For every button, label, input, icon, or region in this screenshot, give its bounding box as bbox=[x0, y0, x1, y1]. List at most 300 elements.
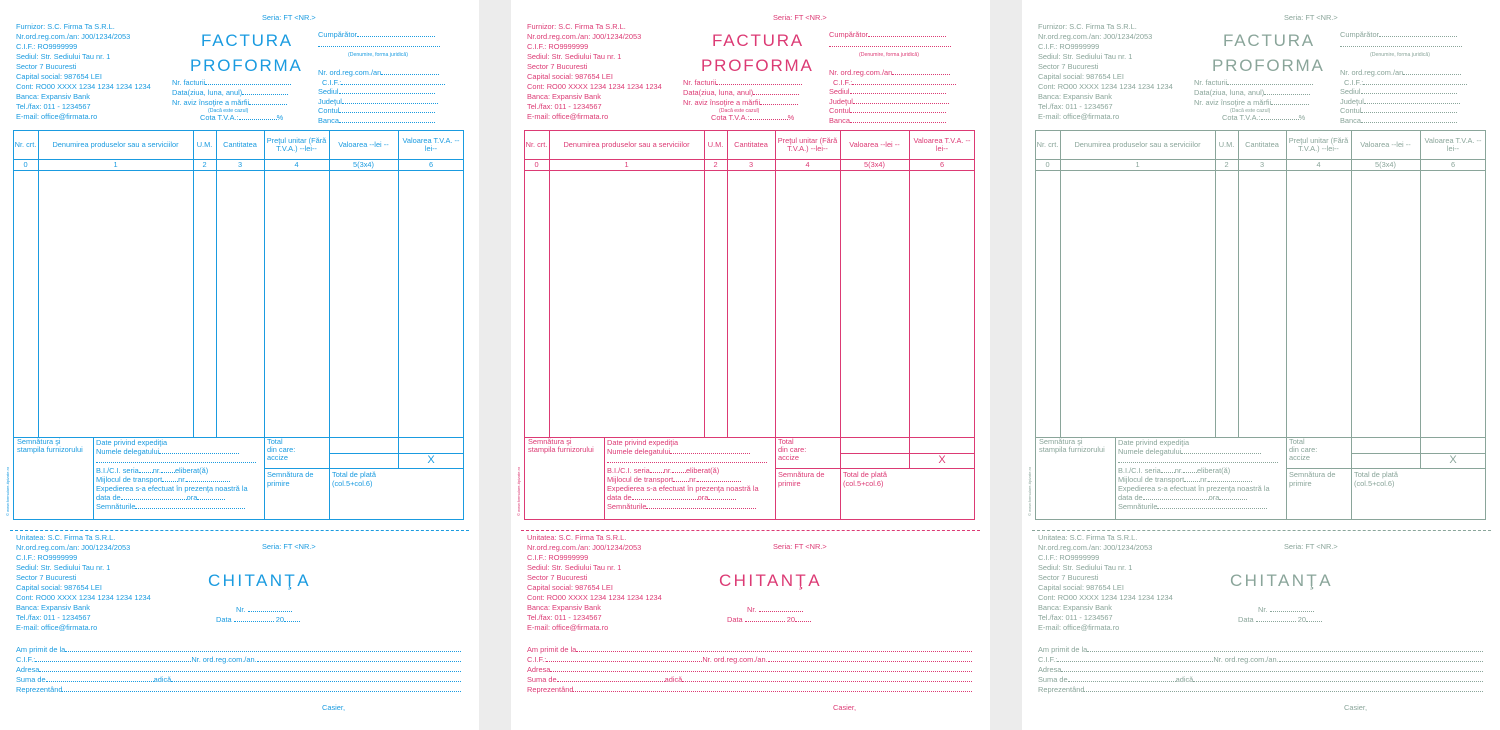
vat-label: Cota T.V.A.: bbox=[711, 113, 750, 122]
cif-field[interactable] bbox=[1038, 655, 1483, 665]
transport-label: Mijlocul de transport bbox=[96, 474, 163, 484]
buyer-field-5[interactable] bbox=[1340, 116, 1467, 126]
invoice-title: FACTURA bbox=[1223, 31, 1315, 50]
buyer-field[interactable] bbox=[829, 30, 956, 40]
transport-nr-label: nr. bbox=[689, 474, 698, 484]
buyer-field-3[interactable] bbox=[1340, 97, 1467, 107]
sum-field[interactable] bbox=[16, 675, 461, 685]
vat-label: Cota T.V.A.: bbox=[1222, 113, 1261, 122]
receipt-date-label: Data bbox=[1238, 615, 1254, 624]
buyer-field-label: Judeţul bbox=[1340, 96, 1364, 106]
receipt-unit-line: Sediul: Str. Sediului Tau nr. 1 bbox=[16, 563, 111, 572]
number-row-divider bbox=[13, 170, 464, 171]
footer-line bbox=[1351, 437, 1352, 520]
receipt-unit-line: Sector 7 Bucuresti bbox=[1038, 573, 1099, 582]
side-text: © www.formulare-tipizate.ro bbox=[1027, 466, 1032, 516]
column-number: 6 bbox=[1450, 160, 1456, 169]
receipt-title: CHITANŢA bbox=[208, 571, 311, 590]
signatures-label: Semnăturile bbox=[1118, 502, 1158, 512]
adica-label: adică bbox=[1175, 675, 1194, 684]
footer-line bbox=[604, 437, 605, 520]
cashier-label: Casier, bbox=[833, 703, 857, 712]
total-label: Total bbox=[267, 437, 283, 446]
invoice-number-label: Nr. facturii bbox=[1194, 78, 1228, 87]
supplier-line: Tel./fax: 011 - 1234567 bbox=[16, 102, 91, 111]
column-header: Cantitatea bbox=[223, 140, 257, 149]
supplier-block bbox=[16, 22, 151, 122]
invoice-number-label: Nr. facturii bbox=[683, 78, 717, 87]
aviz-label: Nr. aviz însoţire a mărfii bbox=[1194, 98, 1272, 107]
sum-field[interactable] bbox=[527, 675, 972, 685]
sum-field[interactable] bbox=[1038, 675, 1483, 685]
buyer-field-label: C.I.F.: bbox=[1344, 77, 1364, 87]
invoice-number-label: Nr. facturii bbox=[172, 78, 206, 87]
receipt-date-year: 20 bbox=[1297, 615, 1306, 624]
transport-field[interactable] bbox=[96, 475, 262, 484]
column-header: Valoarea T.V.A. --lei-- bbox=[402, 136, 460, 153]
hour-label: ora bbox=[697, 493, 709, 503]
invoice-number-field[interactable] bbox=[172, 78, 291, 88]
column-number: 6 bbox=[939, 160, 945, 169]
x-mark: X bbox=[938, 454, 946, 466]
column-header: U.M. bbox=[1218, 140, 1235, 149]
buyer-field-4[interactable] bbox=[1340, 106, 1467, 116]
receipt-unit-block bbox=[16, 533, 151, 633]
buyer-label: Cumpărător bbox=[829, 30, 869, 39]
supplier-line: Sediul: Str. Sediului Tau nr. 1 bbox=[527, 52, 622, 61]
receipt-date-label: Data bbox=[216, 615, 232, 624]
representing-field[interactable] bbox=[527, 685, 972, 695]
hour-label: ora bbox=[1208, 493, 1220, 503]
receipt-series-label: Seria: FT <NR.> bbox=[1284, 542, 1338, 551]
receipt-number-label: Nr. bbox=[1258, 605, 1268, 614]
receipt-unit-line: C.I.F.: RO9999999 bbox=[527, 553, 589, 562]
supplier-line: E-mail: office@firmata.ro bbox=[527, 112, 609, 121]
buyer-legal-form: (Denumire, forma juridică) bbox=[1370, 52, 1430, 58]
total-pay-label: Total de plată (col.5+col.6) bbox=[1354, 470, 1398, 488]
column-number: 2 bbox=[713, 160, 718, 169]
hour-label: ora bbox=[186, 493, 198, 503]
x-mark: X bbox=[427, 454, 435, 466]
footer-line bbox=[840, 437, 841, 520]
buyer-field-label: Sediul bbox=[1340, 87, 1361, 97]
din-care-label: din care: bbox=[267, 445, 296, 454]
column-line bbox=[1286, 130, 1287, 438]
supplier-line: C.I.F.: RO9999999 bbox=[527, 42, 589, 51]
footer-line bbox=[1115, 437, 1116, 520]
aviz-label: Nr. aviz însoţire a mărfii bbox=[683, 98, 761, 107]
supplier-line: Sector 7 Bucuresti bbox=[16, 62, 77, 71]
id-nr-label: nr. bbox=[1174, 465, 1183, 475]
receipt-unit-line: C.I.F.: RO9999999 bbox=[1038, 553, 1100, 562]
receipt-unit-line: Cont: RO00 XXXX 1234 1234 1234 1234 bbox=[527, 593, 662, 602]
buyer-field-label: C.I.F.: bbox=[322, 77, 342, 87]
cashier-label: Casier, bbox=[1344, 703, 1368, 712]
supplier-line: Nr.ord.reg.com./an: J00/1234/2053 bbox=[1038, 32, 1153, 41]
buyer-field-2[interactable] bbox=[829, 87, 956, 97]
delegate-label: Numele delegatului bbox=[96, 447, 160, 457]
id-series-label: B.I./C.I. seria bbox=[96, 465, 139, 475]
x-mark: X bbox=[1449, 454, 1457, 466]
invoice-date-field[interactable] bbox=[1194, 88, 1313, 98]
supplier-line: Furnizor: S.C. Firma Ta S.R.L. bbox=[16, 22, 115, 31]
supplier-line: E-mail: office@firmata.ro bbox=[1038, 112, 1120, 121]
buyer-field-label: Contul bbox=[1340, 106, 1362, 116]
series-label: Seria: FT <NR.> bbox=[1284, 13, 1338, 22]
receipt-number-field[interactable] bbox=[236, 605, 292, 615]
supplier-line: Banca: Expansiv Bank bbox=[527, 92, 601, 101]
receipt-date-year: 20 bbox=[786, 615, 795, 624]
buyer-field-4[interactable] bbox=[318, 106, 445, 116]
receipt-unit-line: E-mail: office@firmata.ro bbox=[1038, 623, 1120, 632]
supplier-line: Cont: RO00 XXXX 1234 1234 1234 1234 bbox=[527, 82, 662, 91]
supplier-line: Banca: Expansiv Bank bbox=[16, 92, 90, 101]
side-text: © www.formulare-tipizate.ro bbox=[5, 466, 10, 516]
column-header: Valoarea --lei -- bbox=[338, 140, 389, 149]
receipt-unit-line: Cont: RO00 XXXX 1234 1234 1234 1234 bbox=[1038, 593, 1173, 602]
receipt-unit-line: Nr.ord.reg.com./an: J00/1234/2053 bbox=[16, 543, 131, 552]
column-number: 2 bbox=[1224, 160, 1229, 169]
supplier-line: Capital social: 987654 LEI bbox=[16, 72, 102, 81]
received-from-field[interactable] bbox=[527, 645, 972, 655]
buyer-field-2[interactable] bbox=[318, 87, 445, 97]
receipt-unit-line: Banca: Expansiv Bank bbox=[16, 603, 90, 612]
supplier-line: Cont: RO00 XXXX 1234 1234 1234 1234 bbox=[16, 82, 151, 91]
supplier-line: Furnizor: S.C. Firma Ta S.R.L. bbox=[527, 22, 626, 31]
column-number: 5(3x4) bbox=[864, 160, 885, 169]
supplier-line: Sector 7 Bucuresti bbox=[1038, 62, 1099, 71]
receipt-unit-line: Capital social: 987654 LEI bbox=[527, 583, 613, 592]
receipt-date-field[interactable] bbox=[1238, 615, 1322, 625]
sum-label: Suma de bbox=[527, 675, 557, 684]
invoice-date-label: Data(ziua, luna, anul) bbox=[172, 88, 243, 97]
invoice-title: FACTURA bbox=[712, 31, 804, 50]
buyer-field-0[interactable] bbox=[1340, 68, 1467, 78]
footer-line bbox=[264, 468, 464, 469]
column-line bbox=[329, 130, 330, 438]
delegate-field[interactable] bbox=[96, 447, 262, 456]
address-label: Adresa bbox=[1038, 665, 1062, 674]
date-of-label: data de bbox=[96, 493, 121, 503]
receipt-unit-block bbox=[1038, 533, 1173, 633]
column-number: 2 bbox=[202, 160, 207, 169]
din-care-label: din care: bbox=[1289, 445, 1318, 454]
aviz-field[interactable] bbox=[683, 98, 802, 106]
column-line bbox=[216, 130, 217, 438]
sum-label: Suma de bbox=[1038, 675, 1068, 684]
total-pay-label: Total de plată (col.5+col.6) bbox=[332, 470, 376, 488]
signature-label: Semnătura şi stampila furnizorului bbox=[17, 437, 83, 454]
receipt-number-field[interactable] bbox=[1258, 605, 1314, 615]
accize-label: accize bbox=[1289, 453, 1310, 462]
vat-label: Cota T.V.A.: bbox=[200, 113, 239, 122]
supplier-line: Capital social: 987654 LEI bbox=[1038, 72, 1124, 81]
column-line bbox=[549, 130, 550, 438]
buyer-legal-form: (Denumire, forma juridică) bbox=[348, 52, 408, 58]
number-row-divider bbox=[524, 170, 975, 171]
address-field[interactable] bbox=[16, 665, 461, 675]
receipt-unit-line: Sediul: Str. Sediului Tau nr. 1 bbox=[1038, 563, 1133, 572]
column-header: Nr. crt. bbox=[14, 140, 37, 149]
delegate-label: Numele delegatului bbox=[607, 447, 671, 457]
receipt-title: CHITANŢA bbox=[1230, 571, 1333, 590]
id-field[interactable] bbox=[607, 466, 773, 475]
receipt-unit-line: Sector 7 Bucuresti bbox=[527, 573, 588, 582]
buyer-field-label: Banca bbox=[829, 115, 850, 125]
cut-line bbox=[521, 530, 980, 531]
signatures-field[interactable] bbox=[96, 502, 262, 511]
id-field[interactable] bbox=[1118, 466, 1284, 475]
receipt-date-field[interactable] bbox=[727, 615, 811, 625]
column-line bbox=[840, 130, 841, 438]
buyer-field-3[interactable] bbox=[318, 97, 445, 107]
receipt-unit-label: Unitatea: S.C. Firma Ta S.R.L. bbox=[1038, 533, 1138, 542]
receipt-signature-label: Semnătura de primire bbox=[778, 470, 825, 488]
buyer-field-label: Sediul bbox=[318, 87, 339, 97]
invoice-subtitle: PROFORMA bbox=[1212, 56, 1325, 75]
column-number: 0 bbox=[534, 160, 539, 169]
receipt-unit-line: C.I.F.: RO9999999 bbox=[16, 553, 78, 562]
received-from-label: Am primit de la bbox=[527, 645, 577, 654]
supplier-line: Nr.ord.reg.com./an: J00/1234/2053 bbox=[16, 32, 131, 41]
din-care-label: din care: bbox=[778, 445, 807, 454]
date-of-label: data de bbox=[1118, 493, 1143, 503]
column-header: U.M. bbox=[196, 140, 213, 149]
column-line bbox=[1215, 130, 1216, 438]
aviz-label: Nr. aviz însoţire a mărfii bbox=[172, 98, 250, 107]
receipt-unit-line: Capital social: 987654 LEI bbox=[1038, 583, 1124, 592]
aviz-note: (Dacă este cazul) bbox=[208, 108, 249, 114]
accize-label: accize bbox=[267, 453, 288, 462]
date-of-label: data de bbox=[607, 493, 632, 503]
issued-label: eliberat(ă) bbox=[685, 465, 720, 475]
supplier-line: Cont: RO00 XXXX 1234 1234 1234 1234 bbox=[1038, 82, 1173, 91]
delegate-label: Numele delegatului bbox=[1118, 447, 1182, 457]
column-header: Preţul unitar (Fără T.V.A.) --lei-- bbox=[777, 136, 838, 153]
vat-field[interactable] bbox=[683, 113, 802, 123]
delegate-field[interactable] bbox=[607, 447, 773, 456]
total-label: Total bbox=[1289, 437, 1305, 446]
cif-field[interactable] bbox=[16, 655, 461, 665]
column-header: Cantitatea bbox=[1245, 140, 1279, 149]
presence-label: Expedierea s-a efectuat în prezenţa noastră la bbox=[96, 484, 248, 494]
buyer-field-5[interactable] bbox=[829, 116, 956, 126]
cif-field[interactable] bbox=[527, 655, 972, 665]
supplier-block bbox=[527, 22, 662, 122]
column-line bbox=[1420, 130, 1421, 438]
issued-label: eliberat(ă) bbox=[1196, 465, 1231, 475]
receipt-number-label: Nr. bbox=[236, 605, 246, 614]
transport-field[interactable] bbox=[607, 475, 773, 484]
column-number: 4 bbox=[805, 160, 810, 169]
representing-field[interactable] bbox=[16, 685, 461, 695]
footer-line bbox=[264, 437, 265, 520]
invoice-subtitle: PROFORMA bbox=[190, 56, 303, 75]
invoice-title: FACTURA bbox=[201, 31, 293, 50]
supplier-line: Sediul: Str. Sediului Tau nr. 1 bbox=[16, 52, 111, 61]
invoice-date-field[interactable] bbox=[683, 88, 802, 98]
receipt-unit-label: Unitatea: S.C. Firma Ta S.R.L. bbox=[527, 533, 627, 542]
received-from-field[interactable] bbox=[16, 645, 461, 655]
date-hour-field[interactable] bbox=[607, 493, 773, 502]
buyer-field-5[interactable] bbox=[318, 116, 445, 126]
receipt-unit-line: Tel./fax: 011 - 1234567 bbox=[527, 613, 602, 622]
column-number: 1 bbox=[1135, 160, 1140, 169]
presence-label: Expedierea s-a efectuat în prezenţa noastră la bbox=[607, 484, 759, 494]
buyer-field-3[interactable] bbox=[829, 97, 956, 107]
receipt-unit-line: Banca: Expansiv Bank bbox=[527, 603, 601, 612]
invoice-number-field[interactable] bbox=[1194, 78, 1313, 88]
column-header: Nr. crt. bbox=[525, 140, 548, 149]
issued-label: eliberat(ă) bbox=[174, 465, 209, 475]
buyer-field-label: Nr. ord.reg.com./an bbox=[1340, 68, 1404, 77]
buyer-field-1[interactable] bbox=[829, 78, 956, 88]
cashier-label: Casier, bbox=[322, 703, 346, 712]
supplier-line: Furnizor: S.C. Firma Ta S.R.L. bbox=[1038, 22, 1137, 31]
vat-field[interactable] bbox=[172, 113, 291, 123]
total-pay-label: Total de plată (col.5+col.6) bbox=[843, 470, 887, 488]
transport-nr-label: nr. bbox=[1200, 474, 1209, 484]
column-header: Cantitatea bbox=[734, 140, 768, 149]
pink-copy bbox=[511, 0, 990, 730]
receipt-signature-label: Semnătura de primire bbox=[1289, 470, 1336, 488]
representing-label: Reprezentând bbox=[1038, 685, 1085, 694]
signature-label: Semnătura şi stampila furnizorului bbox=[528, 437, 594, 454]
vat-suffix: % bbox=[1298, 113, 1306, 122]
representing-label: Reprezentând bbox=[16, 685, 63, 694]
aviz-field[interactable] bbox=[1194, 98, 1313, 106]
date-hour-field[interactable] bbox=[96, 493, 262, 502]
receipt-signature-label: Semnătura de primire bbox=[267, 470, 314, 488]
receipt-number-field[interactable] bbox=[747, 605, 803, 615]
buyer-legal-form: (Denumire, forma juridică) bbox=[859, 52, 919, 58]
invoice-number-field[interactable] bbox=[683, 78, 802, 88]
buyer-field-0[interactable] bbox=[829, 68, 956, 78]
footer-line bbox=[93, 437, 94, 520]
cif-label: C.I.F.: bbox=[16, 655, 36, 664]
cif-label: C.I.F.: bbox=[527, 655, 547, 664]
footer-line bbox=[329, 437, 330, 520]
column-header: Valoarea --lei -- bbox=[849, 140, 900, 149]
reg-label: Nr. ord.reg.com./an. bbox=[1213, 655, 1279, 664]
transport-label: Mijlocul de transport bbox=[1118, 474, 1185, 484]
grey-copy bbox=[1022, 0, 1500, 730]
receipt-unit-line: E-mail: office@firmata.ro bbox=[527, 623, 609, 632]
column-header: Valoarea --lei -- bbox=[1360, 140, 1411, 149]
column-line bbox=[1351, 130, 1352, 438]
column-line bbox=[1060, 130, 1061, 438]
column-header: Preţul unitar (Fără T.V.A.) --lei-- bbox=[266, 136, 327, 153]
accize-label: accize bbox=[778, 453, 799, 462]
buyer-field-label: Judeţul bbox=[318, 96, 342, 106]
buyer-field-1[interactable] bbox=[318, 78, 445, 88]
buyer-field-4[interactable] bbox=[829, 106, 956, 116]
receipt-unit-line: Cont: RO00 XXXX 1234 1234 1234 1234 bbox=[16, 593, 151, 602]
buyer-field-label: Judeţul bbox=[829, 96, 853, 106]
column-number: 3 bbox=[1259, 160, 1265, 169]
signatures-field[interactable] bbox=[607, 502, 773, 511]
column-number: 1 bbox=[624, 160, 629, 169]
total-label: Total bbox=[778, 437, 794, 446]
buyer-field-label: C.I.F.: bbox=[833, 77, 853, 87]
column-line bbox=[1238, 130, 1239, 438]
column-header: U.M. bbox=[707, 140, 724, 149]
column-number: 6 bbox=[428, 160, 434, 169]
invoice-date-label: Data(ziua, luna, anul) bbox=[683, 88, 754, 97]
address-label: Adresa bbox=[16, 665, 40, 674]
column-header: Denumirea produselor sau a serviciilor bbox=[52, 140, 179, 149]
supplier-line: Tel./fax: 011 - 1234567 bbox=[527, 102, 602, 111]
adica-label: adică bbox=[153, 675, 172, 684]
buyer-field[interactable] bbox=[318, 30, 445, 40]
aviz-note: (Dacă este cazul) bbox=[1230, 108, 1271, 114]
aviz-note: (Dacă este cazul) bbox=[719, 108, 760, 114]
column-line bbox=[775, 130, 776, 438]
buyer-field-label: Banca bbox=[1340, 115, 1361, 125]
receipt-series-label: Seria: FT <NR.> bbox=[262, 542, 316, 551]
supplier-line: E-mail: office@firmata.ro bbox=[16, 112, 98, 121]
buyer-field-2[interactable] bbox=[1340, 87, 1467, 97]
aviz-field[interactable] bbox=[172, 98, 291, 106]
date-hour-field[interactable] bbox=[1118, 493, 1284, 502]
footer-line bbox=[775, 437, 776, 520]
vat-suffix: % bbox=[787, 113, 795, 122]
supplier-line: Capital social: 987654 LEI bbox=[527, 72, 613, 81]
buyer-field-0[interactable] bbox=[318, 68, 445, 78]
expedition-title: Date privind expediţia bbox=[96, 438, 168, 447]
representing-field[interactable] bbox=[1038, 685, 1483, 695]
supplier-block bbox=[1038, 22, 1173, 122]
buyer-field-label: Contul bbox=[318, 106, 340, 116]
column-header: Denumirea produselor sau a serviciilor bbox=[1074, 140, 1201, 149]
receipt-date-field[interactable] bbox=[216, 615, 300, 625]
supplier-line: Tel./fax: 011 - 1234567 bbox=[1038, 102, 1113, 111]
buyer-field[interactable] bbox=[1340, 30, 1467, 40]
invoice-date-field[interactable] bbox=[172, 88, 291, 98]
signatures-label: Semnăturile bbox=[607, 502, 647, 512]
column-number: 5(3x4) bbox=[353, 160, 374, 169]
series-label: Seria: FT <NR.> bbox=[262, 13, 316, 22]
receipt-unit-line: Nr.ord.reg.com./an: J00/1234/2053 bbox=[1038, 543, 1153, 552]
received-from-label: Am primit de la bbox=[1038, 645, 1088, 654]
vat-field[interactable] bbox=[1194, 113, 1313, 123]
column-number: 3 bbox=[748, 160, 754, 169]
vat-suffix: % bbox=[276, 113, 284, 122]
buyer-field-1[interactable] bbox=[1340, 78, 1467, 88]
received-from-field[interactable] bbox=[1038, 645, 1483, 655]
blue-copy bbox=[0, 0, 479, 730]
receipt-unit-label: Unitatea: S.C. Firma Ta S.R.L. bbox=[16, 533, 116, 542]
column-line bbox=[727, 130, 728, 438]
buyer-field-label: Banca bbox=[318, 115, 339, 125]
address-field[interactable] bbox=[527, 665, 972, 675]
column-line bbox=[193, 130, 194, 438]
id-field[interactable] bbox=[96, 466, 262, 475]
footer-line bbox=[775, 468, 975, 469]
transport-field[interactable] bbox=[1118, 475, 1284, 484]
side-text: © www.formulare-tipizate.ro bbox=[516, 466, 521, 516]
address-field[interactable] bbox=[1038, 665, 1483, 675]
column-number: 4 bbox=[294, 160, 299, 169]
receipt-unit-line: Sediul: Str. Sediului Tau nr. 1 bbox=[527, 563, 622, 572]
receipt-date-label: Data bbox=[727, 615, 743, 624]
delegate-field[interactable] bbox=[1118, 447, 1284, 456]
id-nr-label: nr. bbox=[663, 465, 672, 475]
signatures-field[interactable] bbox=[1118, 502, 1284, 511]
receipt-series-label: Seria: FT <NR.> bbox=[773, 542, 827, 551]
supplier-line: Sector 7 Bucuresti bbox=[527, 62, 588, 71]
receipt-unit-line: Banca: Expansiv Bank bbox=[1038, 603, 1112, 612]
